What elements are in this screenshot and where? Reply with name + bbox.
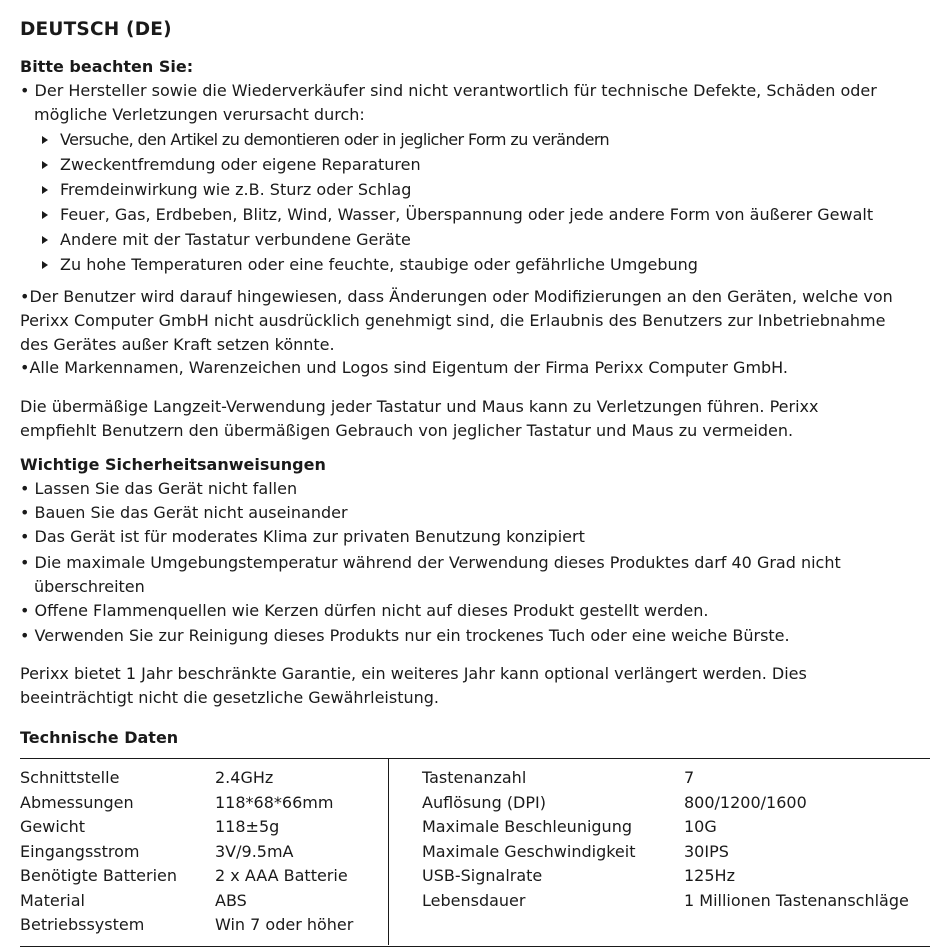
notice-lead-line1: • Der Hersteller sowie die Wiederverkäufer sind nicht verantwortlich für technische Defekte, Schäden oder <box>20 81 877 100</box>
safety-item: • Die maximale Umgebungstemperatur während der Verwendung dieses Produktes darf 40 Grad nicht <box>20 553 841 572</box>
safety-title: Wichtige Sicherheitsanweisungen <box>20 455 326 474</box>
cause-item: Fremdeinwirkung wie z.B. Sturz oder Schlag <box>42 177 411 202</box>
cause-item: Andere mit der Tastatur verbundene Geräte <box>42 227 411 252</box>
specs-left-column <box>20 766 380 938</box>
triangle-bullet-icon <box>42 236 48 244</box>
safety-item-continued: überschreiten <box>34 577 145 596</box>
cause-item: Zweckentfremdung oder eigene Reparaturen <box>42 152 421 177</box>
triangle-bullet-icon <box>42 211 48 219</box>
usage-line2: empfiehlt Benutzern den übermäßigen Gebrauch von jeglicher Tastatur und Maus zu vermeiden. <box>20 421 794 440</box>
usage-line1: Die übermäßige Langzeit-Verwendung jeder Tastatur und Maus kann zu Verletzungen führen. Perixx <box>20 397 819 416</box>
spec-row: Eingangsstrom 3V/9.5mA <box>20 841 294 861</box>
triangle-bullet-icon <box>42 161 48 169</box>
cause-item: Versuche, den Artikel zu demontieren oder in jeglicher Form zu verändern <box>42 127 609 152</box>
specs-title: Technische Daten <box>20 728 179 747</box>
language-heading: DEUTSCH (DE) <box>20 19 172 40</box>
notice-note2: •Alle Markennamen, Warenzeichen und Logos sind Eigentum der Firma Perixx Computer GmbH. <box>20 358 789 377</box>
spec-row: Material ABS <box>20 890 247 910</box>
notice-note1-line3: des Gerätes außer Kraft setzen könnte. <box>20 335 335 354</box>
spec-row: Gewicht 118±5g <box>20 817 280 836</box>
specs-table <box>20 758 930 947</box>
triangle-bullet-icon <box>42 186 48 194</box>
triangle-bullet-icon <box>42 136 48 144</box>
notice-lead-line2: mögliche Verletzungen verursacht durch: <box>34 105 365 124</box>
specs-right-column <box>422 766 927 913</box>
notice-note1-line2: Perixx Computer GmbH nicht ausdrücklich genehmigt sind, die Erlaubnis des Benutzers zur Inbetriebnahme <box>20 311 886 330</box>
safety-item: • Verwenden Sie zur Reinigung dieses Produkts nur ein trockenes Tuch oder eine weiche Bürste. <box>20 626 790 645</box>
spec-row: Abmessungen 118*68*66mm <box>20 792 334 812</box>
safety-item: • Das Gerät ist für moderates Klima zur privaten Benutzung konzipiert <box>20 527 585 546</box>
column-divider <box>388 759 389 945</box>
safety-item: • Offene Flammenquellen wie Kerzen dürfen nicht auf dieses Produkt gestellt werden. <box>20 601 709 620</box>
triangle-bullet-icon <box>42 261 48 269</box>
notice-title: Bitte beachten Sie: <box>20 57 194 76</box>
notice-note1-line1: •Der Benutzer wird darauf hingewiesen, dass Änderungen oder Modifizierungen an den Geräten, welche von <box>20 287 893 306</box>
spec-row: Benötigte Batterien 2 x AAA Batterie <box>20 866 348 885</box>
warranty-line1: Perixx bietet 1 Jahr beschränkte Garantie, ein weiteres Jahr kann optional verlängert werden. Dies <box>20 664 807 683</box>
spec-row: Lebensdauer 1 Millionen Tastenanschläge <box>422 890 909 910</box>
cause-item: Feuer, Gas, Erdbeben, Blitz, Wind, Wasser, Überspannung oder jede andere Form von äußerer Gewalt <box>42 202 873 227</box>
spec-row: Schnittstelle 2.4GHz <box>20 768 274 787</box>
safety-item: • Bauen Sie das Gerät nicht auseinander <box>20 503 348 522</box>
spec-row: USB-Signalrate 125Hz <box>422 866 735 885</box>
spec-row: Betriebssystem Win 7 oder höher <box>20 915 354 934</box>
spec-row: Auflösung (DPI) 800/1200/1600 <box>422 792 807 812</box>
spec-row: Tastenanzahl 7 <box>422 768 695 787</box>
spec-row: Maximale Beschleunigung 10G <box>422 817 717 836</box>
warranty-line2: beeinträchtigt nicht die gesetzliche Gewährleistung. <box>20 688 439 707</box>
cause-item: Zu hohe Temperaturen oder eine feuchte, staubige oder gefährliche Umgebung <box>42 252 698 277</box>
spec-row: Maximale Geschwindigkeit 30IPS <box>422 841 729 861</box>
safety-item: • Lassen Sie das Gerät nicht fallen <box>20 479 298 498</box>
